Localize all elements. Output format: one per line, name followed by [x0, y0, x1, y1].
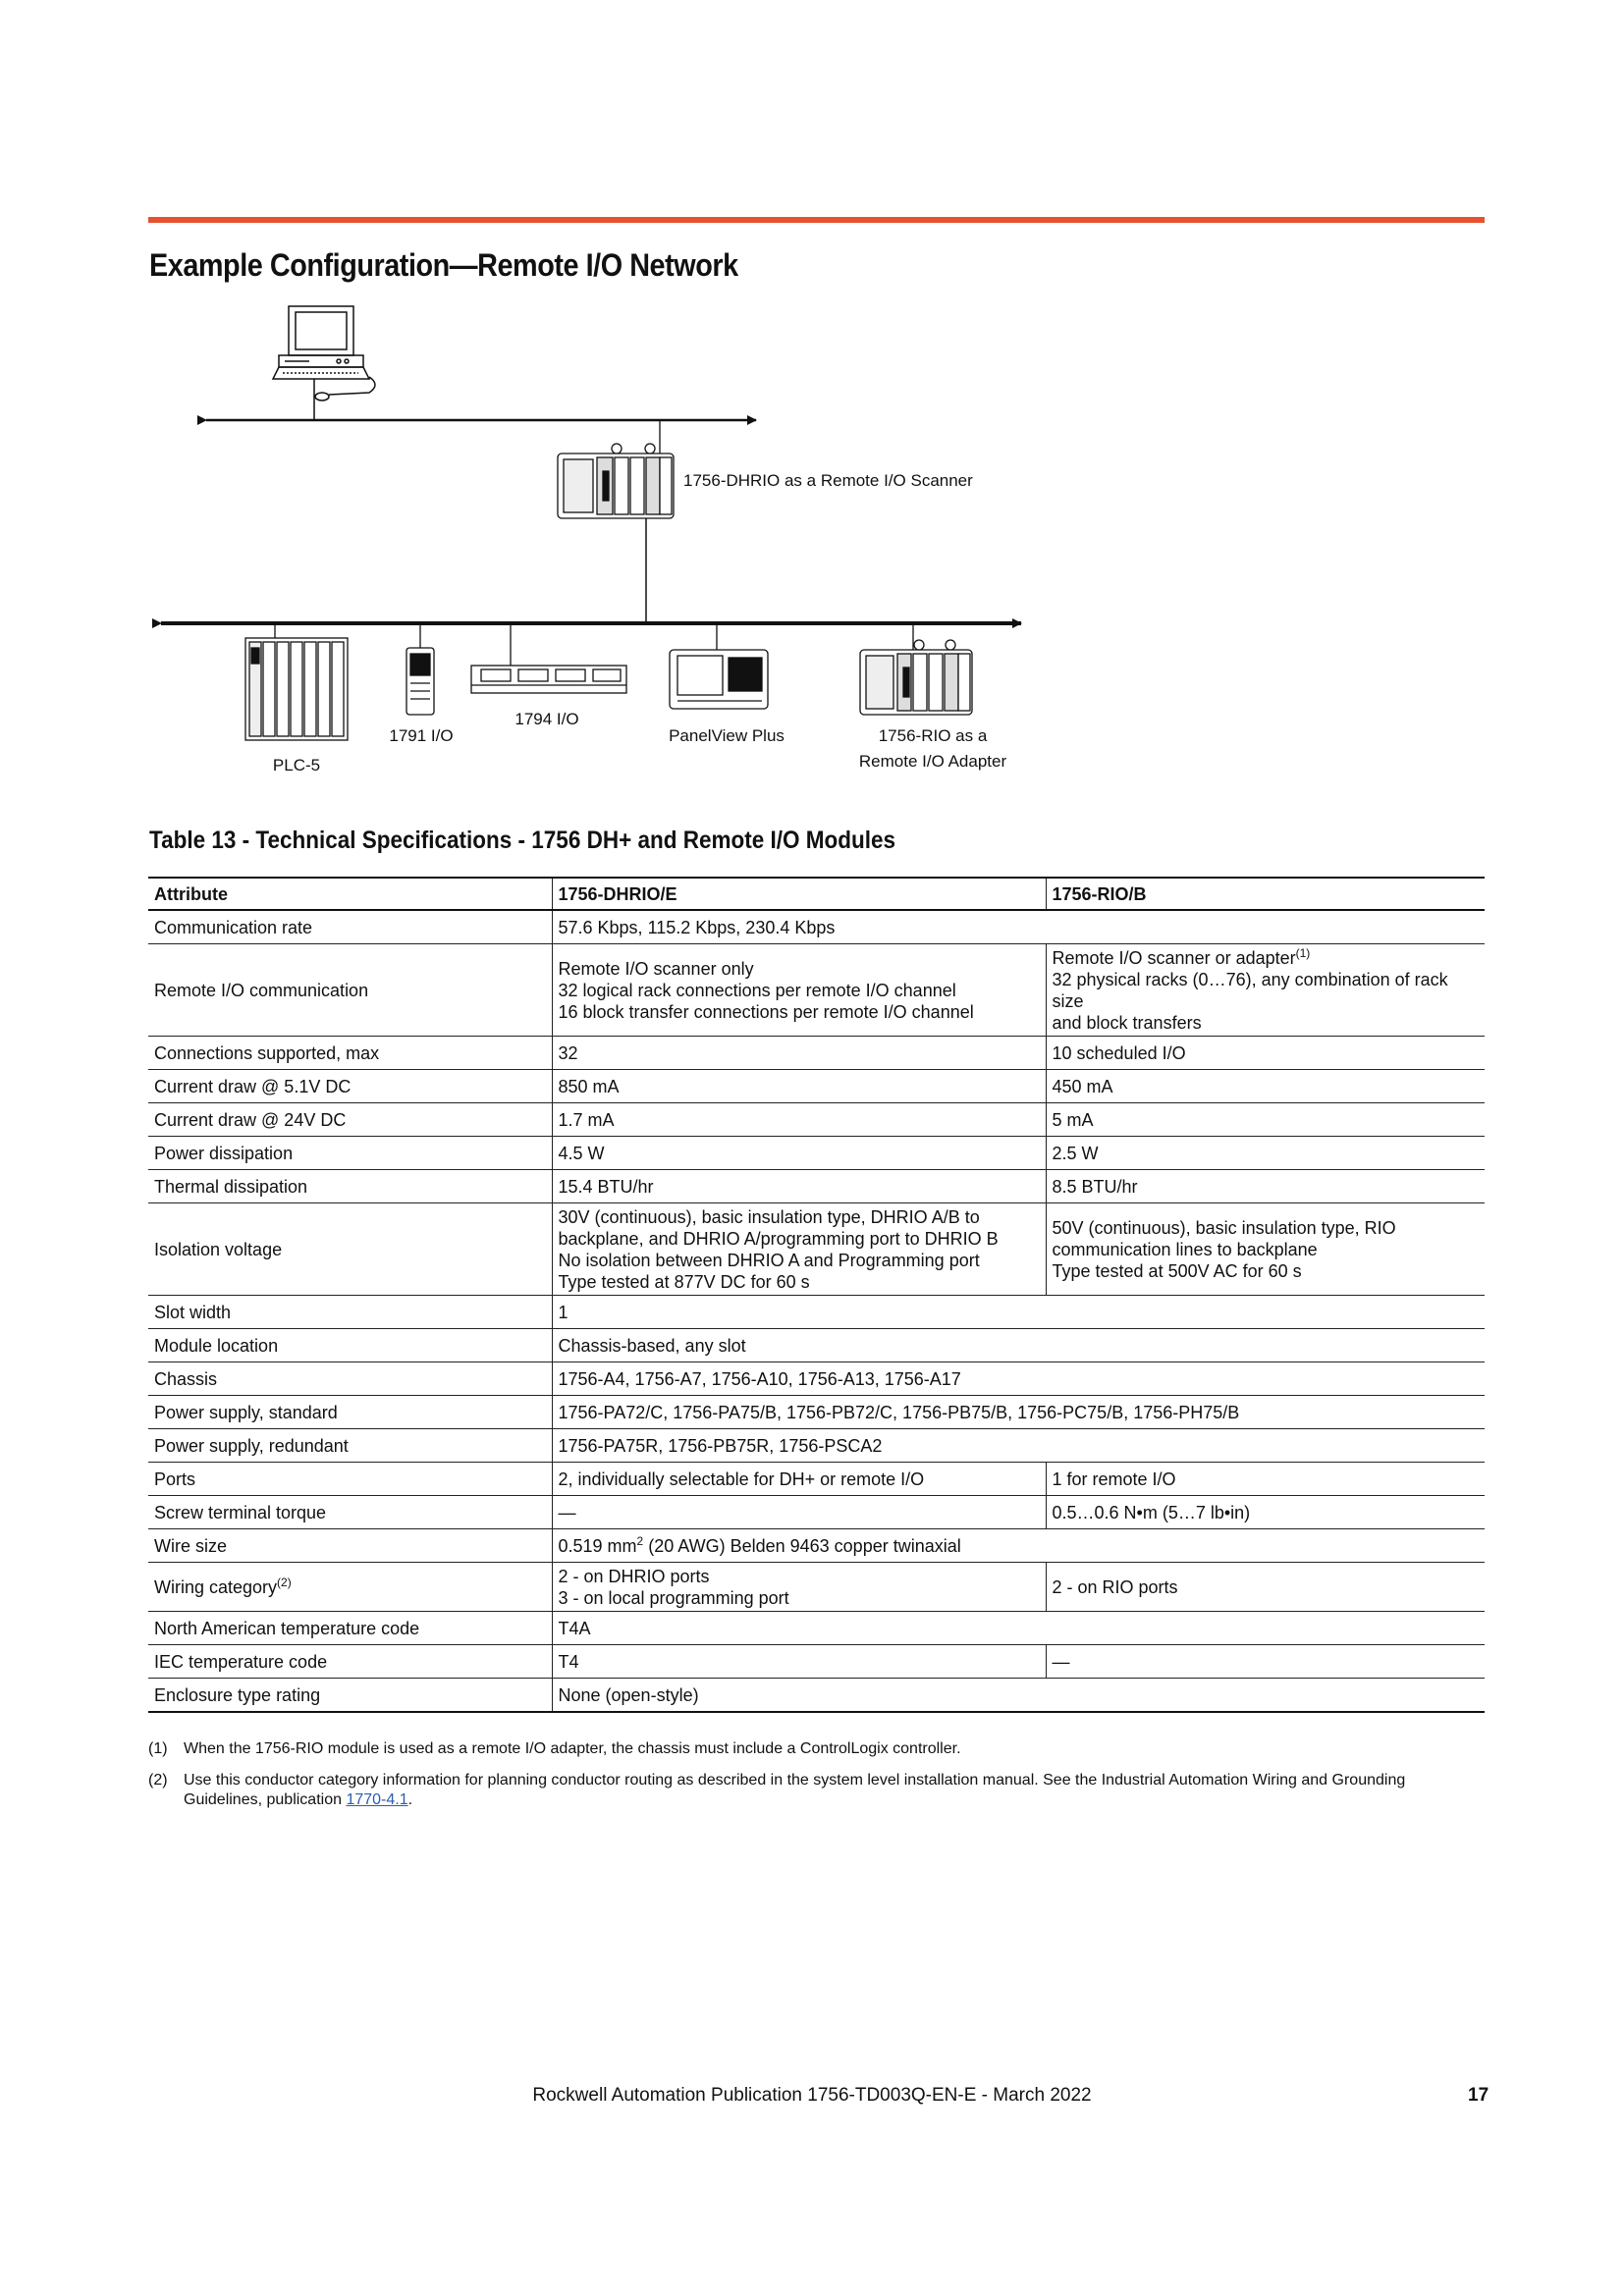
value-cell	[552, 944, 1046, 1037]
attribute-cell: Power supply, standard	[148, 1396, 552, 1429]
value-cell: 8.5 BTU/hr	[1046, 1170, 1485, 1203]
value-line: 3 - on local programming port	[558, 1588, 789, 1608]
network-diagram-drawing	[147, 294, 1031, 785]
value-cell: T4	[552, 1645, 1046, 1679]
rio-adapter-label-line2: Remote I/O Adapter	[858, 752, 1007, 771]
panelview-icon	[670, 623, 768, 709]
table-row	[148, 1612, 1485, 1645]
value-line: and block transfers	[1052, 1013, 1202, 1033]
value-cell: 4.5 W	[552, 1137, 1046, 1170]
value-line: Type tested at 500V AC for 60 s	[1052, 1261, 1302, 1281]
attribute-cell: Enclosure type rating	[148, 1679, 552, 1713]
plc5-label: PLC-5	[272, 756, 321, 774]
footnote-text-pre: Use this conductor category information for planning conductor routing as described in the system level installation manual. See the Industrial Automation Wiring and Grounding Guidelines, publication	[184, 1772, 1406, 1808]
footnote-number: (1)	[148, 1740, 168, 1757]
attribute-cell: IEC temperature code	[148, 1645, 552, 1679]
table-row	[148, 1529, 1485, 1563]
attribute-cell: Screw terminal torque	[148, 1496, 552, 1529]
value-cell: 1756-PA72/C, 1756-PA75/B, 1756-PB72/C, 1756-PB75/B, 1756-PC75/B, 1756-PH75/B	[552, 1396, 1485, 1429]
footnote-ref-1: (1)	[1295, 946, 1311, 960]
value-cell: —	[552, 1496, 1046, 1529]
attribute-cell: Connections supported, max	[148, 1037, 552, 1070]
value-cell: 2.5 W	[1046, 1137, 1485, 1170]
attribute-cell: Module location	[148, 1329, 552, 1362]
value-cell: T4A	[552, 1612, 1485, 1645]
footnote-text-post: .	[407, 1791, 413, 1808]
io-1791-icon	[406, 623, 434, 715]
footnote-ref-2: (2)	[277, 1575, 292, 1589]
value-cell: 1.7 mA	[552, 1103, 1046, 1137]
table-row	[148, 944, 1485, 1037]
value-cell: 450 mA	[1046, 1070, 1485, 1103]
table-row	[148, 1170, 1485, 1203]
plc5-icon	[245, 623, 348, 740]
value-cell: 1	[552, 1296, 1485, 1329]
header-attribute: Attribute	[148, 878, 552, 910]
value-cell	[552, 1203, 1046, 1296]
scanner-label: 1756-DHRIO as a Remote I/O Scanner	[683, 471, 973, 490]
value-line: 2 - on DHRIO ports	[558, 1567, 710, 1586]
table-title: Table 13 - Technical Specifications - 1756 DH+ and Remote I/O Modules	[149, 827, 896, 854]
value-cell: 10 scheduled I/O	[1046, 1037, 1485, 1070]
footnotes	[148, 1739, 1485, 1822]
value-text: Remote I/O scanner or adapter	[1052, 948, 1296, 968]
value-cell: None (open-style)	[552, 1679, 1485, 1713]
scanner-chassis-icon	[558, 420, 674, 518]
attribute-cell: Remote I/O communication	[148, 944, 552, 1037]
table-row	[148, 1563, 1485, 1612]
value-cell: 1756-A4, 1756-A7, 1756-A10, 1756-A13, 1756-A17	[552, 1362, 1485, 1396]
footnote-text: When the 1756-RIO module is used as a remote I/O adapter, the chassis must include a ControlLogix controller.	[184, 1740, 961, 1757]
value-cell: 15.4 BTU/hr	[552, 1170, 1046, 1203]
footnote-text	[184, 1771, 1485, 1810]
publication-link[interactable]: 1770-4.1	[346, 1791, 408, 1808]
section-rule	[148, 217, 1485, 223]
table-row	[148, 1203, 1485, 1296]
attribute-cell: Ports	[148, 1463, 552, 1496]
value-cell: 850 mA	[552, 1070, 1046, 1103]
attribute-cell: Isolation voltage	[148, 1203, 552, 1296]
table-row	[148, 1070, 1485, 1103]
value-cell: 0.5…0.6 N•m (5…7 lb•in)	[1046, 1496, 1485, 1529]
value-line: backplane, and DHRIO A/programming port to DHRIO B	[558, 1229, 999, 1249]
value-text: (20 AWG) Belden 9463 copper twinaxial	[643, 1536, 961, 1556]
attribute-cell: Chassis	[148, 1362, 552, 1396]
panelview-label: PanelView Plus	[669, 726, 785, 745]
value-text: 0.519 mm	[558, 1536, 637, 1556]
footnote-2	[148, 1771, 1485, 1810]
computer-icon	[273, 306, 375, 400]
table-row	[148, 910, 1485, 944]
header-dhrio: 1756-DHRIO/E	[552, 878, 1046, 910]
value-cell	[552, 1529, 1485, 1563]
footnote-1	[148, 1739, 1485, 1759]
value-line: Remote I/O scanner only	[558, 959, 754, 979]
header-rio: 1756-RIO/B	[1046, 878, 1485, 910]
value-line: 50V (continuous), basic insulation type, RIO	[1052, 1218, 1396, 1238]
attribute-cell: Thermal dissipation	[148, 1170, 552, 1203]
value-cell	[1046, 944, 1485, 1037]
attribute-text: Wiring category	[154, 1577, 278, 1597]
io-1794-label: 1794 I/O	[514, 710, 579, 728]
page-footer: Rockwell Automation Publication 1756-TD003Q-EN-E - March 2022	[532, 2085, 1092, 2106]
value-line: Type tested at 877V DC for 60 s	[558, 1272, 810, 1292]
value-line: communication lines to backplane	[1052, 1240, 1318, 1259]
footnote-number: (2)	[148, 1772, 168, 1789]
table-row	[148, 1645, 1485, 1679]
value-cell	[1046, 1203, 1485, 1296]
table-row	[148, 1037, 1485, 1070]
attribute-cell: Power dissipation	[148, 1137, 552, 1170]
rio-adapter-label-line1: 1756-RIO as a	[878, 726, 988, 745]
value-cell	[552, 1563, 1046, 1612]
table-row	[148, 1329, 1485, 1362]
value-cell: Chassis-based, any slot	[552, 1329, 1485, 1362]
specifications-table	[148, 877, 1485, 1713]
value-cell: 5 mA	[1046, 1103, 1485, 1137]
section-title: Example Configuration—Remote I/O Network	[149, 247, 738, 283]
table-header-row	[148, 878, 1485, 910]
table-row	[148, 1362, 1485, 1396]
value-cell: 1 for remote I/O	[1046, 1463, 1485, 1496]
value-line: No isolation between DHRIO A and Programming port	[558, 1251, 980, 1270]
table-row	[148, 1463, 1485, 1496]
io-1791-label: 1791 I/O	[389, 726, 454, 745]
table-row	[148, 1496, 1485, 1529]
table-row	[148, 1679, 1485, 1713]
io-1794-icon	[471, 623, 626, 693]
network-diagram	[147, 294, 1031, 785]
attribute-cell: Power supply, redundant	[148, 1429, 552, 1463]
rio-adapter-chassis-icon	[860, 623, 972, 715]
table-row	[148, 1396, 1485, 1429]
value-cell: 57.6 Kbps, 115.2 Kbps, 230.4 Kbps	[552, 910, 1485, 944]
attribute-cell: North American temperature code	[148, 1612, 552, 1645]
value-cell: 2 - on RIO ports	[1046, 1563, 1485, 1612]
attribute-cell: Current draw @ 24V DC	[148, 1103, 552, 1137]
value-cell: 32	[552, 1037, 1046, 1070]
attribute-cell	[148, 1563, 552, 1612]
value-cell: 2, individually selectable for DH+ or remote I/O	[552, 1463, 1046, 1496]
attribute-cell: Current draw @ 5.1V DC	[148, 1070, 552, 1103]
value-line	[1053, 947, 1480, 969]
attribute-cell: Wire size	[148, 1529, 552, 1563]
value-line: 32 physical racks (0…76), any combination of rack size	[1052, 970, 1448, 1011]
page-number: 17	[1468, 2085, 1489, 2106]
value-line: 30V (continuous), basic insulation type, DHRIO A/B to	[558, 1207, 980, 1227]
table-row	[148, 1296, 1485, 1329]
attribute-cell: Communication rate	[148, 910, 552, 944]
superscript: 2	[636, 1534, 644, 1548]
table-row	[148, 1103, 1485, 1137]
value-line: 16 block transfer connections per remote I/O channel	[558, 1002, 974, 1022]
value-cell: 1756-PA75R, 1756-PB75R, 1756-PSCA2	[552, 1429, 1485, 1463]
value-cell: —	[1046, 1645, 1485, 1679]
table-row	[148, 1429, 1485, 1463]
attribute-cell: Slot width	[148, 1296, 552, 1329]
table-row	[148, 1137, 1485, 1170]
value-line: 32 logical rack connections per remote I/O channel	[558, 981, 956, 1000]
